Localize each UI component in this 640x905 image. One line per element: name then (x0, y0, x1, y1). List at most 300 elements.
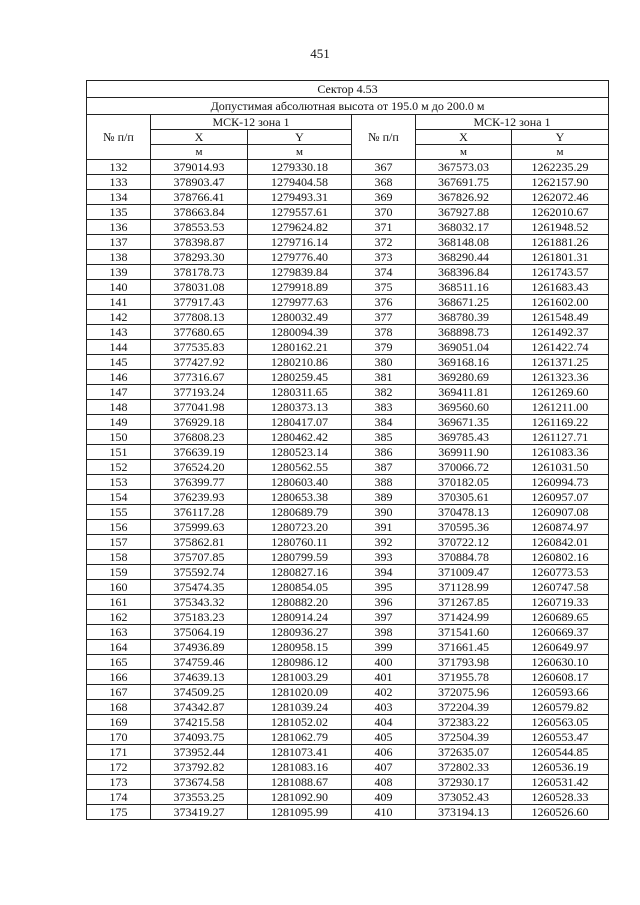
cell-x-left: 376239.93 (151, 490, 248, 505)
cell-num-right: 408 (352, 775, 416, 790)
cell-num-right: 409 (352, 790, 416, 805)
cell-x-left: 373674.58 (151, 775, 248, 790)
table-row (87, 415, 609, 430)
cell-num-right: 368 (352, 175, 416, 190)
cell-y-left: 1281088.67 (248, 775, 352, 790)
cell-num-right: 405 (352, 730, 416, 745)
table-row (87, 205, 609, 220)
cell-num-left: 162 (87, 610, 151, 625)
cell-y-left: 1280958.15 (248, 640, 352, 655)
cell-num-left: 156 (87, 520, 151, 535)
cell-y-left: 1280936.27 (248, 625, 352, 640)
cell-y-left: 1280603.40 (248, 475, 352, 490)
cell-x-right: 367826.92 (416, 190, 512, 205)
cell-y-left: 1281092.90 (248, 790, 352, 805)
cell-y-right: 1260669.37 (512, 625, 609, 640)
cell-num-right: 391 (352, 520, 416, 535)
cell-num-right: 382 (352, 385, 416, 400)
table-row (87, 730, 609, 745)
cell-x-left: 378293.30 (151, 250, 248, 265)
cell-x-left: 375343.32 (151, 595, 248, 610)
cell-x-right: 368511.16 (416, 280, 512, 295)
table-row (87, 535, 609, 550)
cell-num-left: 145 (87, 355, 151, 370)
system-label-left: МСК-12 зона 1 (151, 115, 352, 130)
table-row (87, 370, 609, 385)
cell-y-left: 1280311.65 (248, 385, 352, 400)
table-row (87, 670, 609, 685)
cell-num-left: 165 (87, 655, 151, 670)
cell-x-right: 371955.78 (416, 670, 512, 685)
cell-x-left: 374936.89 (151, 640, 248, 655)
cell-x-right: 369280.69 (416, 370, 512, 385)
cell-num-left: 164 (87, 640, 151, 655)
cell-num-right: 401 (352, 670, 416, 685)
cell-x-left: 373952.44 (151, 745, 248, 760)
cell-y-left: 1279624.82 (248, 220, 352, 235)
cell-num-right: 373 (352, 250, 416, 265)
cell-x-left: 375862.81 (151, 535, 248, 550)
cell-y-right: 1262072.46 (512, 190, 609, 205)
cell-y-left: 1279557.61 (248, 205, 352, 220)
table-row (87, 685, 609, 700)
cell-y-left: 1280032.49 (248, 310, 352, 325)
table-row (87, 805, 609, 820)
cell-num-left: 161 (87, 595, 151, 610)
cell-y-left: 1280523.14 (248, 445, 352, 460)
cell-num-left: 144 (87, 340, 151, 355)
cell-num-left: 167 (87, 685, 151, 700)
cell-x-right: 370066.72 (416, 460, 512, 475)
cell-y-left: 1281062.79 (248, 730, 352, 745)
cell-num-right: 384 (352, 415, 416, 430)
cell-num-right: 395 (352, 580, 416, 595)
cell-x-left: 375064.19 (151, 625, 248, 640)
cell-y-left: 1280689.79 (248, 505, 352, 520)
cell-num-right: 400 (352, 655, 416, 670)
cell-y-left: 1280914.24 (248, 610, 352, 625)
table-row (87, 340, 609, 355)
cell-y-right: 1261031.50 (512, 460, 609, 475)
cell-num-left: 132 (87, 160, 151, 175)
cell-num-left: 138 (87, 250, 151, 265)
cell-y-right: 1260957.07 (512, 490, 609, 505)
cell-num-right: 390 (352, 505, 416, 520)
cell-num-left: 148 (87, 400, 151, 415)
cell-y-left: 1279977.63 (248, 295, 352, 310)
page-number: 451 (310, 46, 330, 61)
cell-num-right: 398 (352, 625, 416, 640)
table-row (87, 235, 609, 250)
table-row (87, 550, 609, 565)
cell-x-right: 371793.98 (416, 655, 512, 670)
cell-y-right: 1260536.19 (512, 760, 609, 775)
cell-y-right: 1260907.08 (512, 505, 609, 520)
cell-x-left: 375707.85 (151, 550, 248, 565)
cell-x-left: 378553.53 (151, 220, 248, 235)
cell-num-left: 140 (87, 280, 151, 295)
cell-num-left: 147 (87, 385, 151, 400)
cell-x-left: 378663.84 (151, 205, 248, 220)
cell-y-right: 1261492.37 (512, 325, 609, 340)
cell-x-right: 372802.33 (416, 760, 512, 775)
cell-num-right: 396 (352, 595, 416, 610)
table-row (87, 610, 609, 625)
cell-y-right: 1262235.29 (512, 160, 609, 175)
cell-num-right: 402 (352, 685, 416, 700)
cell-y-right: 1261948.52 (512, 220, 609, 235)
cell-x-right: 367691.75 (416, 175, 512, 190)
cell-x-left: 373553.25 (151, 790, 248, 805)
cell-num-left: 136 (87, 220, 151, 235)
cell-x-right: 367573.03 (416, 160, 512, 175)
cell-num-right: 377 (352, 310, 416, 325)
cell-y-right: 1260874.97 (512, 520, 609, 535)
cell-y-right: 1261801.31 (512, 250, 609, 265)
cell-y-left: 1280854.05 (248, 580, 352, 595)
cell-y-right: 1261211.00 (512, 400, 609, 415)
cell-x-right: 373052.43 (416, 790, 512, 805)
cell-x-left: 377808.13 (151, 310, 248, 325)
cell-x-left: 377535.83 (151, 340, 248, 355)
table-row (87, 490, 609, 505)
cell-x-right: 370595.36 (416, 520, 512, 535)
cell-y-left: 1280462.42 (248, 430, 352, 445)
cell-num-left: 155 (87, 505, 151, 520)
cell-x-left: 374093.75 (151, 730, 248, 745)
cell-x-left: 374759.46 (151, 655, 248, 670)
table-row (87, 790, 609, 805)
cell-num-left: 157 (87, 535, 151, 550)
height-range-caption: Допустимая абсолютная высота от 195.0 м до 200.0 м (87, 98, 609, 115)
cell-x-right: 369560.60 (416, 400, 512, 415)
cell-num-left: 137 (87, 235, 151, 250)
cell-y-right: 1260526.60 (512, 805, 609, 820)
cell-y-right: 1261169.22 (512, 415, 609, 430)
cell-num-left: 163 (87, 625, 151, 640)
x-unit-left: м (151, 145, 248, 160)
cell-num-left: 151 (87, 445, 151, 460)
cell-num-right: 367 (352, 160, 416, 175)
cell-y-left: 1279776.40 (248, 250, 352, 265)
cell-y-right: 1261602.00 (512, 295, 609, 310)
cell-x-right: 372930.17 (416, 775, 512, 790)
table-row (87, 160, 609, 175)
cell-x-left: 377316.67 (151, 370, 248, 385)
cell-x-left: 376639.19 (151, 445, 248, 460)
cell-x-right: 368032.17 (416, 220, 512, 235)
cell-x-right: 370722.12 (416, 535, 512, 550)
cell-x-left: 376808.23 (151, 430, 248, 445)
coordinates-table (86, 80, 609, 820)
cell-y-left: 1279716.14 (248, 235, 352, 250)
table-row (87, 715, 609, 730)
table-row (87, 445, 609, 460)
cell-num-left: 133 (87, 175, 151, 190)
cell-num-left: 159 (87, 565, 151, 580)
table-row (87, 505, 609, 520)
cell-x-left: 379014.93 (151, 160, 248, 175)
num-header-right: № п/п (352, 115, 416, 160)
cell-x-left: 374509.25 (151, 685, 248, 700)
cell-x-right: 370884.78 (416, 550, 512, 565)
cell-num-right: 369 (352, 190, 416, 205)
cell-num-right: 378 (352, 325, 416, 340)
cell-num-left: 149 (87, 415, 151, 430)
cell-y-left: 1279493.31 (248, 190, 352, 205)
cell-num-right: 410 (352, 805, 416, 820)
table-row (87, 700, 609, 715)
cell-x-left: 373419.27 (151, 805, 248, 820)
cell-y-left: 1280094.39 (248, 325, 352, 340)
cell-y-left: 1280799.59 (248, 550, 352, 565)
cell-y-right: 1260747.58 (512, 580, 609, 595)
cell-y-right: 1261371.25 (512, 355, 609, 370)
cell-x-right: 371267.85 (416, 595, 512, 610)
cell-x-left: 376929.18 (151, 415, 248, 430)
table-row (87, 655, 609, 670)
table-row (87, 775, 609, 790)
table-row (87, 580, 609, 595)
cell-x-left: 377427.92 (151, 355, 248, 370)
table-row (87, 460, 609, 475)
cell-num-left: 154 (87, 490, 151, 505)
cell-x-right: 367927.88 (416, 205, 512, 220)
cell-y-right: 1261422.74 (512, 340, 609, 355)
cell-y-right: 1260593.66 (512, 685, 609, 700)
cell-x-left: 374215.58 (151, 715, 248, 730)
table-row (87, 325, 609, 340)
y-unit-right: м (512, 145, 609, 160)
cell-x-left: 375999.63 (151, 520, 248, 535)
cell-num-left: 173 (87, 775, 151, 790)
cell-x-left: 378766.41 (151, 190, 248, 205)
cell-x-left: 373792.82 (151, 760, 248, 775)
cell-x-right: 370182.05 (416, 475, 512, 490)
cell-y-right: 1261743.57 (512, 265, 609, 280)
system-label-right: МСК-12 зона 1 (416, 115, 609, 130)
cell-num-right: 388 (352, 475, 416, 490)
cell-num-left: 172 (87, 760, 151, 775)
cell-y-left: 1281039.24 (248, 700, 352, 715)
table-row (87, 265, 609, 280)
cell-x-right: 369785.43 (416, 430, 512, 445)
cell-x-right: 368290.44 (416, 250, 512, 265)
cell-num-left: 146 (87, 370, 151, 385)
table-row (87, 280, 609, 295)
table-row (87, 640, 609, 655)
cell-num-right: 386 (352, 445, 416, 460)
table-row (87, 385, 609, 400)
cell-x-right: 371128.99 (416, 580, 512, 595)
cell-y-left: 1280259.45 (248, 370, 352, 385)
cell-y-left: 1280373.13 (248, 400, 352, 415)
cell-num-left: 175 (87, 805, 151, 820)
table-row (87, 355, 609, 370)
num-header-left: № п/п (87, 115, 151, 160)
cell-y-left: 1280653.38 (248, 490, 352, 505)
cell-x-right: 372504.39 (416, 730, 512, 745)
cell-num-right: 399 (352, 640, 416, 655)
cell-x-left: 375474.35 (151, 580, 248, 595)
cell-num-left: 134 (87, 190, 151, 205)
table-row (87, 625, 609, 640)
cell-y-right: 1260579.82 (512, 700, 609, 715)
cell-y-left: 1280827.16 (248, 565, 352, 580)
cell-num-left: 160 (87, 580, 151, 595)
y-header-left: Y (248, 130, 352, 145)
table-row (87, 220, 609, 235)
cell-y-left: 1280986.12 (248, 655, 352, 670)
table-row (87, 295, 609, 310)
cell-num-right: 381 (352, 370, 416, 385)
cell-x-left: 376117.28 (151, 505, 248, 520)
cell-y-left: 1281095.99 (248, 805, 352, 820)
cell-y-left: 1280562.55 (248, 460, 352, 475)
cell-x-left: 377680.65 (151, 325, 248, 340)
x-unit-right: м (416, 145, 512, 160)
cell-num-left: 141 (87, 295, 151, 310)
cell-num-right: 379 (352, 340, 416, 355)
cell-y-left: 1279330.18 (248, 160, 352, 175)
cell-y-right: 1260553.47 (512, 730, 609, 745)
table-row (87, 310, 609, 325)
cell-y-right: 1260563.05 (512, 715, 609, 730)
cell-num-left: 152 (87, 460, 151, 475)
cell-x-left: 377193.24 (151, 385, 248, 400)
cell-y-right: 1261127.71 (512, 430, 609, 445)
cell-x-right: 372635.07 (416, 745, 512, 760)
cell-num-left: 158 (87, 550, 151, 565)
cell-num-left: 169 (87, 715, 151, 730)
cell-num-left: 153 (87, 475, 151, 490)
cell-num-right: 404 (352, 715, 416, 730)
cell-y-left: 1279918.89 (248, 280, 352, 295)
cell-num-right: 385 (352, 430, 416, 445)
table-row (87, 520, 609, 535)
cell-x-right: 368780.39 (416, 310, 512, 325)
cell-num-right: 371 (352, 220, 416, 235)
cell-y-right: 1260719.33 (512, 595, 609, 610)
cell-x-left: 378031.08 (151, 280, 248, 295)
table-row (87, 745, 609, 760)
table-body (87, 160, 609, 820)
cell-x-right: 371424.99 (416, 610, 512, 625)
cell-x-right: 368396.84 (416, 265, 512, 280)
cell-x-left: 374342.87 (151, 700, 248, 715)
cell-y-right: 1260544.85 (512, 745, 609, 760)
cell-num-right: 383 (352, 400, 416, 415)
cell-y-right: 1260994.73 (512, 475, 609, 490)
cell-y-left: 1279404.58 (248, 175, 352, 190)
cell-y-left: 1281052.02 (248, 715, 352, 730)
cell-x-right: 371661.45 (416, 640, 512, 655)
cell-x-left: 377917.43 (151, 295, 248, 310)
cell-x-right: 368148.08 (416, 235, 512, 250)
cell-y-right: 1261269.60 (512, 385, 609, 400)
cell-x-left: 376399.77 (151, 475, 248, 490)
table-row (87, 250, 609, 265)
cell-num-right: 397 (352, 610, 416, 625)
cell-y-left: 1280760.11 (248, 535, 352, 550)
cell-x-left: 377041.98 (151, 400, 248, 415)
cell-num-right: 392 (352, 535, 416, 550)
cell-num-left: 170 (87, 730, 151, 745)
table-row (87, 565, 609, 580)
cell-num-left: 142 (87, 310, 151, 325)
cell-y-right: 1260528.33 (512, 790, 609, 805)
cell-num-left: 166 (87, 670, 151, 685)
cell-x-left: 378398.87 (151, 235, 248, 250)
y-header-right: Y (512, 130, 609, 145)
cell-x-right: 372075.96 (416, 685, 512, 700)
cell-y-left: 1281083.16 (248, 760, 352, 775)
cell-x-left: 375183.23 (151, 610, 248, 625)
y-unit-left: м (248, 145, 352, 160)
cell-num-left: 150 (87, 430, 151, 445)
cell-x-right: 369671.35 (416, 415, 512, 430)
cell-x-left: 378903.47 (151, 175, 248, 190)
table-row (87, 430, 609, 445)
table-row (87, 475, 609, 490)
table-row (87, 760, 609, 775)
cell-y-left: 1280162.21 (248, 340, 352, 355)
sector-title: Сектор 4.53 (87, 81, 609, 98)
cell-num-right: 389 (352, 490, 416, 505)
cell-y-left: 1281020.09 (248, 685, 352, 700)
cell-y-left: 1280417.07 (248, 415, 352, 430)
cell-y-right: 1261323.36 (512, 370, 609, 385)
cell-x-left: 374639.13 (151, 670, 248, 685)
cell-y-left: 1281003.29 (248, 670, 352, 685)
x-header-left: X (151, 130, 248, 145)
cell-y-right: 1260649.97 (512, 640, 609, 655)
cell-y-left: 1281073.41 (248, 745, 352, 760)
table-row (87, 400, 609, 415)
cell-num-right: 387 (352, 460, 416, 475)
cell-x-right: 371009.47 (416, 565, 512, 580)
cell-y-right: 1261881.26 (512, 235, 609, 250)
cell-num-left: 139 (87, 265, 151, 280)
cell-x-left: 378178.73 (151, 265, 248, 280)
cell-x-right: 372383.22 (416, 715, 512, 730)
cell-x-left: 375592.74 (151, 565, 248, 580)
cell-x-right: 370478.13 (416, 505, 512, 520)
cell-num-left: 171 (87, 745, 151, 760)
cell-x-right: 372204.39 (416, 700, 512, 715)
cell-y-right: 1262010.67 (512, 205, 609, 220)
cell-y-right: 1261083.36 (512, 445, 609, 460)
cell-x-right: 373194.13 (416, 805, 512, 820)
table-row (87, 190, 609, 205)
cell-num-right: 403 (352, 700, 416, 715)
cell-num-right: 376 (352, 295, 416, 310)
cell-y-right: 1260689.65 (512, 610, 609, 625)
cell-num-right: 406 (352, 745, 416, 760)
cell-x-right: 368671.25 (416, 295, 512, 310)
cell-y-left: 1280210.86 (248, 355, 352, 370)
cell-num-right: 407 (352, 760, 416, 775)
cell-y-right: 1262157.90 (512, 175, 609, 190)
cell-y-left: 1280882.20 (248, 595, 352, 610)
cell-x-right: 369051.04 (416, 340, 512, 355)
cell-x-right: 368898.73 (416, 325, 512, 340)
cell-x-right: 369411.81 (416, 385, 512, 400)
cell-num-left: 174 (87, 790, 151, 805)
cell-y-right: 1260630.10 (512, 655, 609, 670)
cell-x-right: 370305.61 (416, 490, 512, 505)
cell-num-right: 370 (352, 205, 416, 220)
